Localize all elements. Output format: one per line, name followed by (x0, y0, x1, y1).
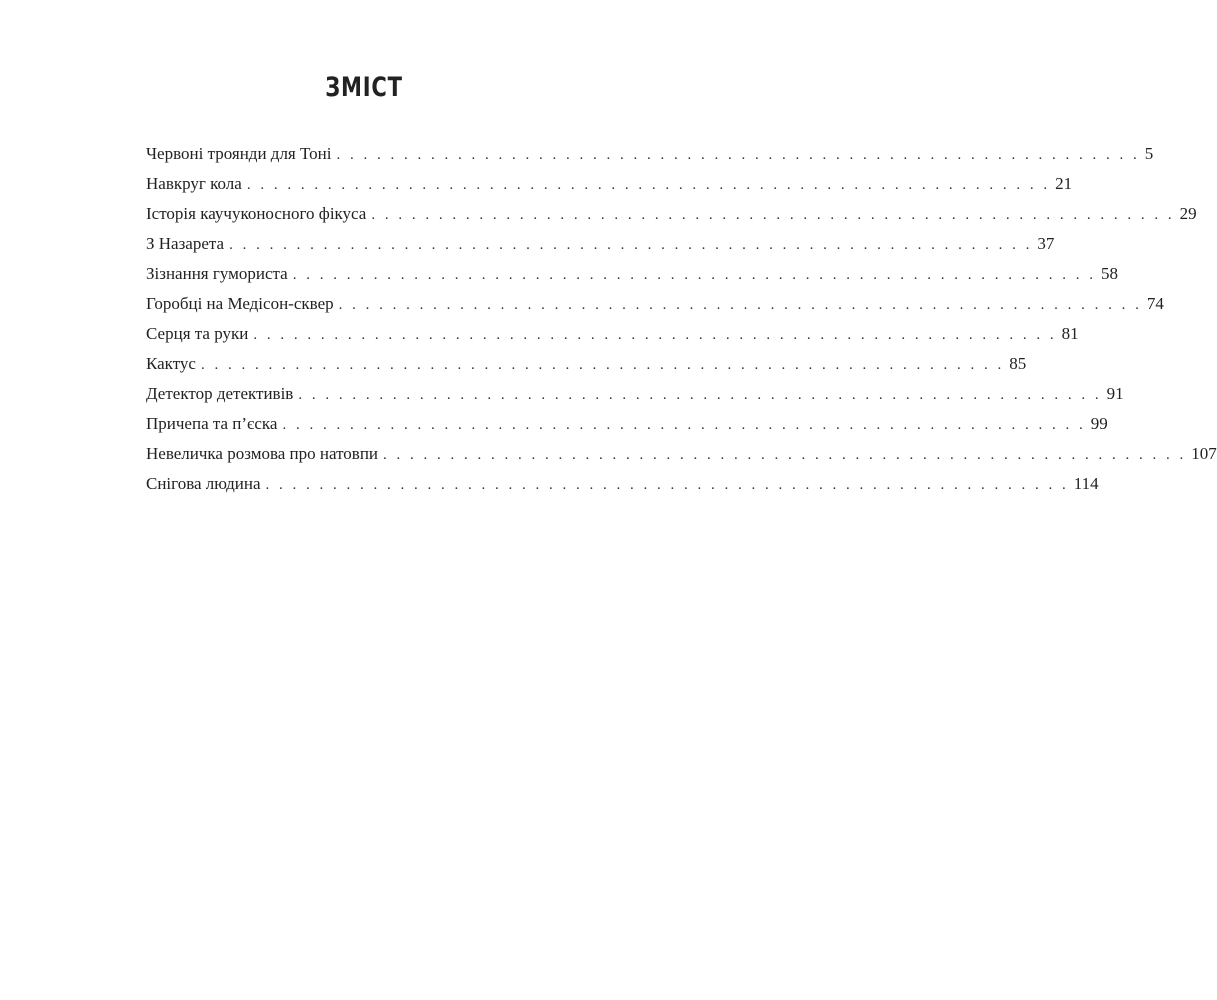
dot-leader: . . . . . . . . . . . . . . . . . . . . . . . . . . . . . . . . . . . . . . . . . . . . . . . . . . . . . . . . . . . . (292, 267, 1096, 283)
toc-entry-page-number: 21 (1055, 174, 1073, 193)
toc-entry (146, 139, 1154, 169)
toc-entry-title: Серця та руки (146, 324, 249, 343)
dot-leader: . . . . . . . . . . . . . . . . . . . . . . . . . . . . . . . . . . . . . . . . . . . . . . . . . . . . . . . . . . . . (298, 387, 1102, 403)
toc-entry (146, 469, 1099, 499)
dot-leader: . . . . . . . . . . . . . . . . . . . . . . . . . . . . . . . . . . . . . . . . . . . . . . . . . . . . . . . . . . . . (338, 297, 1142, 313)
toc-entry-page-number: 29 (1179, 204, 1197, 223)
toc-entry-page-number: 58 (1100, 264, 1118, 283)
toc-entry-page-number: 99 (1090, 414, 1108, 433)
toc-entry (146, 379, 1124, 409)
toc-entry (146, 169, 1073, 199)
toc-entry-page-number: 107 (1191, 444, 1217, 463)
dot-leader: . . . . . . . . . . . . . . . . . . . . . . . . . . . . . . . . . . . . . . . . . . . . . . . . . . . . . . . . . . . . (200, 357, 1005, 373)
toc-entry (146, 259, 1118, 289)
toc-entry-title: Детектор детективів (146, 384, 294, 403)
toc-entry-title: Причепа та п’єска (146, 414, 278, 433)
toc-entry-title: З Назарета (146, 234, 225, 253)
toc-entry-title: Горобці на Медісон-сквер (146, 294, 334, 313)
toc-entry (146, 319, 1079, 349)
toc-entry (146, 289, 1164, 319)
toc-entry-page-number: 81 (1061, 324, 1079, 343)
dot-leader: . . . . . . . . . . . . . . . . . . . . . . . . . . . . . . . . . . . . . . . . . . . . . . . . . . . . . . . . . . . . (265, 477, 1069, 493)
toc-entry-title: Червоні троянди для Тоні (146, 144, 332, 163)
dot-leader: . . . . . . . . . . . . . . . . . . . . . . . . . . . . . . . . . . . . . . . . . . . . . . . . . . . . . . . . . . . . (371, 207, 1175, 223)
toc-entry-page-number: 74 (1146, 294, 1164, 313)
toc-entry-page-number: 37 (1037, 234, 1055, 253)
toc-entry-title: Невеличка розмова про натовпи (146, 444, 379, 463)
toc-entry (146, 229, 1055, 259)
dot-leader: . . . . . . . . . . . . . . . . . . . . . . . . . . . . . . . . . . . . . . . . . . . . . . . . . . . . . . . . . . . . (336, 147, 1140, 163)
toc-entry (146, 409, 1108, 439)
dot-leader: . . . . . . . . . . . . . . . . . . . . . . . . . . . . . . . . . . . . . . . . . . . . . . . . . . . . . . . . . . . . (246, 177, 1051, 193)
toc-entry-title: Зізнання гумориста (146, 264, 288, 283)
toc-entry-page-number: 114 (1073, 474, 1099, 493)
toc-entry (146, 439, 1217, 469)
toc-entry (146, 199, 1197, 229)
toc-entry-title: Снігова людина (146, 474, 261, 493)
page-title: ЗМІСТ (325, 72, 403, 103)
toc-entry-title: Кактус (146, 354, 196, 373)
table-of-contents (146, 139, 1217, 499)
toc-entry-page-number: 5 (1144, 144, 1154, 163)
dot-leader: . . . . . . . . . . . . . . . . . . . . . . . . . . . . . . . . . . . . . . . . . . . . . . . . . . . . . . . . . . . . (383, 447, 1187, 463)
toc-entry-page-number: 91 (1106, 384, 1124, 403)
dot-leader: . . . . . . . . . . . . . . . . . . . . . . . . . . . . . . . . . . . . . . . . . . . . . . . . . . . . . . . . . . . . (282, 417, 1086, 433)
dot-leader: . . . . . . . . . . . . . . . . . . . . . . . . . . . . . . . . . . . . . . . . . . . . . . . . . . . . . . . . . . . . (253, 327, 1057, 343)
dot-leader: . . . . . . . . . . . . . . . . . . . . . . . . . . . . . . . . . . . . . . . . . . . . . . . . . . . . . . . . . . . . (229, 237, 1033, 253)
toc-entry-page-number: 85 (1009, 354, 1027, 373)
toc-entry (146, 349, 1027, 379)
toc-entry-title: Навкруг кола (146, 174, 242, 193)
toc-entry-title: Історія каучуконосного фікуса (146, 204, 367, 223)
